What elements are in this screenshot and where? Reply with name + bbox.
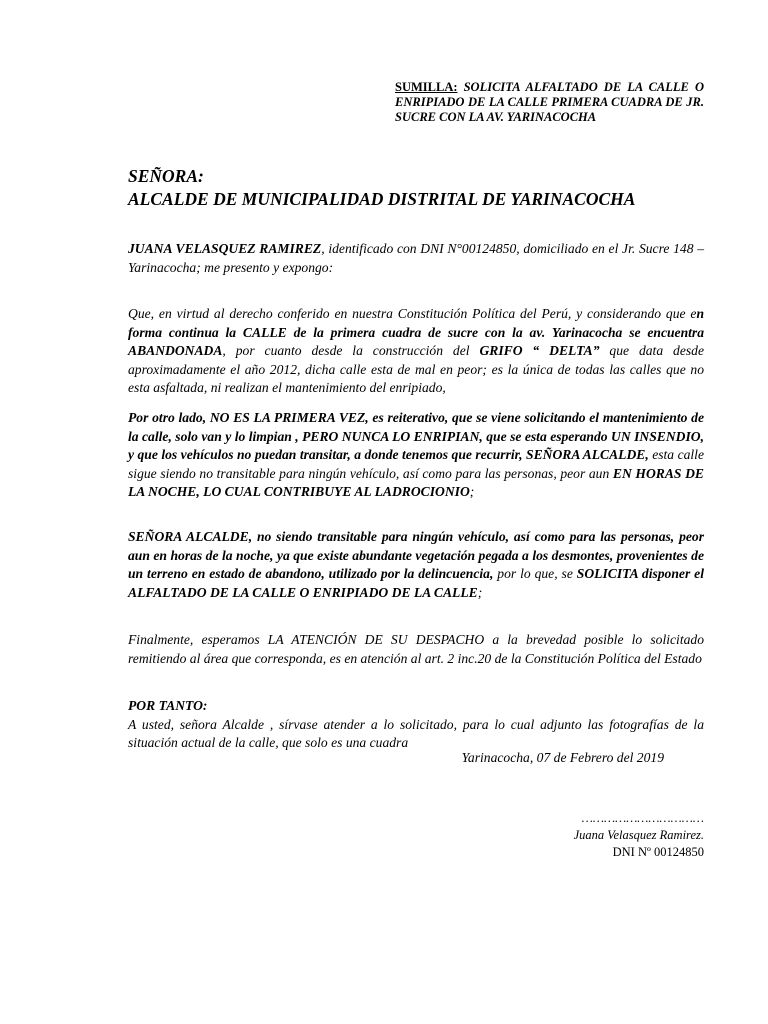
p2-b: esta calle sigue siendo no transitable para ningún vehículo, así como para las personas, peor aun [128, 447, 704, 481]
addressee-block [128, 165, 635, 211]
intro-paragraph [128, 240, 704, 277]
sumilla-label: SUMILLA: [395, 80, 458, 94]
signature-block [420, 810, 704, 861]
paragraph-2 [128, 409, 704, 502]
paragraph-1 [128, 305, 704, 398]
addressee-title: ALCALDE DE MUNICIPALIDAD DISTRITAL DE YARINACOCHA [128, 189, 636, 209]
closing-heading: POR TANTO: [128, 698, 208, 713]
p3-c: SOLICITA disponer el ALFALTADO DE LA CALLE O ENRIPIADO DE LA CALLE [128, 566, 704, 600]
closing-text: A usted, señora Alcalde , sírvase atender a lo solicitado, para lo cual adjunto las fotografías de la situación actual de la calle, que solo es una cuadra [128, 716, 704, 751]
p3-b: por lo que, se [493, 566, 577, 582]
sumilla-block [395, 80, 704, 125]
applicant-name: JUANA VELASQUEZ RAMIREZ [128, 241, 322, 256]
signature-dni: DNI Nº 00124850 [612, 845, 704, 859]
sumilla-text: SOLICITA ALFALTADO DE LA CALLE O ENRIPIADO DE LA CALLE PRIMERA CUADRA DE JR. SUCRE CON LA AV. YARINACOCHA [395, 80, 704, 124]
p2-a: Por otro lado, NO ES LA PRIMERA VEZ, es reiterativo, que se viene solicitando el mantenimiento de la calle, solo van y lo limpian , PERO NUNCA LO ENRIPIAN, que se esta esperando UN INSENDIO, y que los vehículos no puedan transitar, a donde tenemos que recurrir, SEÑORA ALCALDE, [128, 410, 704, 463]
signature-dots: …………………………… [581, 811, 704, 825]
date-line: Yarinacocha, 07 de Febrero del 2019 [461, 750, 664, 765]
p1-c: , por cuanto desde la construcción del [222, 343, 480, 359]
addressee-salutation: SEÑORA: [128, 166, 204, 186]
signature-name: Juana Velasquez Ramirez. [573, 828, 704, 842]
paragraph-3 [128, 528, 704, 602]
intro-text: , identificado con DNI N°00124850, domiciliado en el Jr. Sucre 148 – Yarinacocha; me presento y expongo: [128, 241, 704, 275]
closing-paragraph [128, 697, 704, 753]
p1-d: GRIFO “ DELTA” [479, 343, 600, 359]
p1-a: Que, en virtud al derecho conferido en nuestra Constitución Política del Perú, y considerando que e [128, 306, 697, 321]
p4-text: Finalmente, esperamos LA ATENCIÓN DE SU DESPACHO a la brevedad posible lo solicitado remitiendo al área que corresponda, es en atención al art. 2 inc.20 de la Constitución Política del Estado [128, 632, 704, 666]
p3-d: ; [477, 584, 483, 600]
p1-b: n forma continua la CALLE de la primera cuadra de sucre con la av. Yarinacocha se encuentra ABANDONADA [128, 306, 704, 359]
p2-d: ; [469, 484, 475, 500]
p1-e: que data desde aproximadamente el año 2012, dicha calle esta de mal en peor; es la única de todas las calles que no esta asfaltada, ni realizan el mantenimiento del enripiado, [128, 343, 704, 396]
paragraph-4 [128, 631, 704, 668]
p2-c: EN HORAS DE LA NOCHE, LO CUAL CONTRIBUYE AL LADROCIONIO [128, 465, 704, 500]
p3-a: SEÑORA ALCALDE, no siendo transitable para ningún vehículo, así como para las personas, peor aun en horas de la noche, ya que existe abundante vegetación pegada a los desmontes, provenientes de un terreno en estado de abandono, utilizado por la delincuencia, [128, 529, 704, 582]
